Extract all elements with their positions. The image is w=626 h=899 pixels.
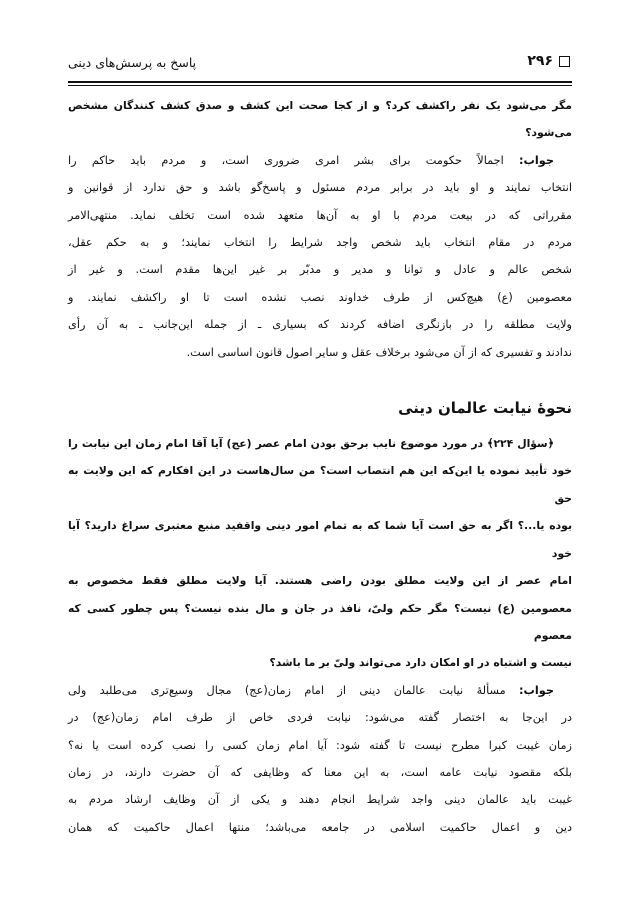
answer-label: جواب: bbox=[519, 683, 554, 697]
text-line: بوده یا...؟ اگر به حق است آیا شما که به تمام امور دینی واقفید منبع معتبری سراغ دارید؟ آیا خود bbox=[68, 519, 572, 560]
running-title: پاسخ به پرسش‌های دینی bbox=[68, 55, 197, 70]
text-line: معصومین (ع) نیست؟ مگر حکم ولیّ، نافذ در جان و مال بنده نیست؟ پس چطور کسی که معصوم bbox=[68, 601, 572, 642]
text-line: مقرراتی که در بیعت مردم با او به آن‌ها متعهد شده است تخلف نماید. منتهی‌الامر bbox=[68, 208, 572, 222]
square-bullet-icon bbox=[559, 56, 570, 67]
text-line: زمان غیبت کبرا مطرح نیست تا گفته شود: آیا امام زمان کسی را نصب کرده است یا نه؟ bbox=[68, 738, 572, 752]
text-line: انتخاب نمایند و او باید در برابر مردم مسئول و پاسخ‌گو باشد و حق ندارد از قوانین و bbox=[68, 181, 572, 195]
text-line: دین و اعمال حاکمیت اسلامی در جامعه می‌باشد؛ منتها اعمال حاکمیت که همان bbox=[68, 820, 572, 834]
text-line: بلکه مقصود نیابت عامه است، به این معنا که وظایفی که آن حضرت دارند، در زمان bbox=[68, 765, 572, 779]
text-line: مگر می‌شود یک نفر راکشف کرد؟ و از کجا صحت این کشف و صدق کشف کنندگان مشخص bbox=[68, 99, 572, 112]
page-body bbox=[68, 92, 572, 841]
line-text: مسألهٔ نیابت عالمان دینی از امام زمان(عج) مجال وسیع‌تری می‌طلبد ولی bbox=[68, 683, 520, 697]
line-text: در مورد موضوع نایب برحق بودن امام عصر (عج) آیا آقا امام زمان این نیابت را bbox=[68, 437, 488, 451]
header-rule bbox=[68, 81, 572, 83]
line-text: اجمالاً حکومت برای بشر امری ضروری است، و مردم باید حاکم را bbox=[68, 153, 520, 167]
text-line: ندادند و تفسیری که از آن می‌شود برخلاف عقل و سایر اصول قانون اساسی است. bbox=[186, 345, 572, 359]
text-line: غیبت باید عالمان دینی واجد شرایط انجام دهند و یکی از آن وظایف ارشاد مردم به bbox=[68, 793, 572, 807]
text-line: می‌شود؟ bbox=[525, 126, 572, 140]
text-line bbox=[68, 677, 572, 704]
text-line: امام عصر از این ولایت مطلق بودن راضی هستند. آیا ولایت مطلق فقط مخصوص به bbox=[68, 574, 572, 588]
text-line: معصومین (ع) هیچ‌کس از طرف خداوند نصب نشده است تا او راکشف نمایند. و bbox=[68, 290, 572, 304]
text-line bbox=[68, 147, 572, 174]
question-label: ﴿سؤال ۲۲۴﴾ bbox=[487, 437, 555, 451]
section-heading: نحوهٔ نیابت عالمان دینی bbox=[398, 399, 572, 418]
page-number bbox=[527, 53, 570, 69]
text-line: مردم در مقام انتخاب باید شخص واجد شرایط را انتخاب نمایند؛ و به حکم عقل، bbox=[68, 236, 572, 250]
text-line bbox=[68, 430, 572, 457]
header-rule-thin bbox=[68, 85, 572, 86]
page-number-text: ۲۹۶ bbox=[527, 53, 553, 69]
text-line: شخص عالم و عادل و توانا و مدیر و مدبّر بر غیر این‌ها مقدم است. و غیر از bbox=[68, 263, 572, 277]
text-line: خود تأیید نموده یا این‌که این هم انتصاب است؟ من سال‌هاست در این افکارم که این ولایت به حق bbox=[68, 464, 572, 505]
text-line: در این‌جا به اختصار گفته می‌شود: نیابت فردی خاص از طرف امام زمان(عج) در bbox=[68, 711, 572, 725]
text-line: نیست و اشتباه در او امکان دارد می‌تواند ولیّ بر ما باشد؟ bbox=[269, 656, 572, 670]
answer-label: جواب: bbox=[519, 153, 554, 167]
text-line: ولایت مطلقه را در بازنگری اضافه کردند که بسیاری ـ از جمله این‌جانب ـ به آن رأی bbox=[68, 318, 572, 332]
